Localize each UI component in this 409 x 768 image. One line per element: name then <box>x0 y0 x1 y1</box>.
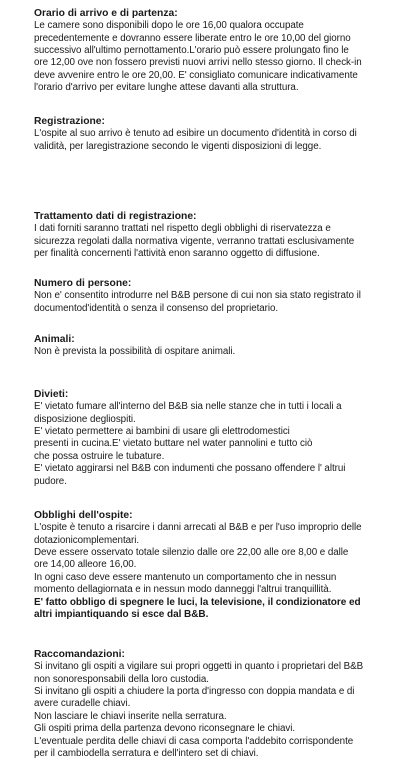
text-line: sicurezza regolati dalla normativa vigente, verranno trattati esclusivamente <box>34 235 355 247</box>
text-line: Si invitano gli ospiti a vigilare sui propri oggetti in quanto i proprietari del B&B <box>34 661 364 673</box>
text-line: Gli ospiti prima della partenza devono riconsegnare le chiavi. <box>34 723 296 735</box>
bold-text-line: altri impiantiquando si esce dal B&B. <box>34 609 209 621</box>
section-title: Numero di persone: <box>34 278 132 289</box>
text-line: Non e' consentito introdurre nel B&B persone di cui non sia stato registrato il <box>34 290 361 302</box>
text-line: momento dellagiornata e in nessun modo danneggi l'altrui tranquillità. <box>34 584 332 596</box>
section-title: Animali: <box>34 334 75 345</box>
section-prohibitions <box>34 388 406 488</box>
section-data-treatment <box>34 210 406 260</box>
section-guest-obligations <box>34 509 406 621</box>
text-line: validità, per laregistrazione secondo le vigenti disposizioni di legge. <box>34 140 322 152</box>
text-line: dotazionicomplementari. <box>34 534 140 546</box>
text-line: ore 14,00 alleore 16,00. <box>34 559 137 571</box>
section-number-of-people <box>34 277 406 315</box>
text-line: Le camere sono disponibili dopo le ore 16,00 qualora occupate <box>34 20 304 32</box>
text-line: non sonoresponsabili della loro custodia. <box>34 673 209 685</box>
section-animals <box>34 333 406 359</box>
text-line: per il cambiodella serratura e dell'intero set di chiavi. <box>34 748 259 760</box>
section-title: Divieti: <box>34 389 69 400</box>
text-line: I dati forniti saranno trattati nel rispetto degli obblighi di riservatezza e <box>34 223 331 235</box>
text-line: per finalità concernenti l'attività enon saranno oggetto di diffusione. <box>34 248 320 260</box>
text-line: precedentemente e dovranno essere liberate entro le ore 10,00 del giorno <box>34 32 351 44</box>
text-line: l'orario d'arrivo per evitare lunghe attese davanti alla struttura. <box>34 82 299 94</box>
text-line: avere curadelle chiavi. <box>34 698 131 710</box>
text-line: L'eventuale perdita delle chiavi di casa comporta l'addebito corrispondente <box>34 735 354 747</box>
text-line: Si invitano gli ospiti a chiudere la porta d'ingresso con doppia mandata e di <box>34 686 355 698</box>
text-line: presenti in cucina.E' vietato buttare nel water pannolini e tutto ciò <box>34 438 313 450</box>
text-line: che possa ostruire le tubature. <box>34 450 165 462</box>
section-title: Trattamento dati di registrazione: <box>34 211 197 222</box>
bold-text-line: E' fatto obbligo di spegnere le luci, la televisione, il condizionatore ed <box>34 596 361 608</box>
text-line: E' vietato aggirarsi nel B&B con indumenti che possano offendere l' altrui <box>34 463 346 475</box>
text-line: In ogni caso deve essere mantenuto un comportamento che in nessun <box>34 571 337 583</box>
text-line: documentod'identità o senza il consenso del proprietario. <box>34 302 279 314</box>
text-line: E' vietato permettere ai bambini di usare gli elettrodomestici <box>34 426 290 438</box>
section-arrival-departure <box>34 7 406 95</box>
text-line: L'ospite è tenuto a risarcire i danni arrecati al B&B e per l'uso improprio delle <box>34 522 362 534</box>
section-title: Registrazione: <box>34 116 105 127</box>
text-line: deve avvenire entro le ore 20,00. E' consigliato comunicare indicativamente <box>34 69 358 81</box>
text-line: Deve essere osservato totale silenzio dalle ore 22,00 alle ore 8,00 e dalle <box>34 547 349 559</box>
section-title: Obblighi dell'ospite: <box>34 510 133 521</box>
section-recommendations <box>34 648 406 760</box>
text-line: E' vietato fumare all'interno del B&B sia nelle stanze che in tutti i locali a <box>34 401 342 413</box>
section-registration <box>34 115 406 153</box>
text-line: Non lasciare le chiavi inserite nella serratura. <box>34 710 227 722</box>
text-line: successivo all'ultimo pernottamento.L'orario può essere prolungato fino le <box>34 45 349 57</box>
section-title: Orario di arrivo e di partenza: <box>34 8 178 19</box>
section-title: Raccomandazioni: <box>34 649 125 660</box>
text-line: L'ospite al suo arrivo è tenuto ad esibire un documento d'identità in corso di <box>34 128 357 140</box>
text-line: ore 12,00 ove non fossero previsti nuovi arrivi nello stesso giorno. Il check-in <box>34 57 362 69</box>
text-line: pudore. <box>34 475 67 487</box>
text-line: disposizione degliospiti. <box>34 413 136 425</box>
text-line: Non è prevista la possibilità di ospitare animali. <box>34 346 236 358</box>
